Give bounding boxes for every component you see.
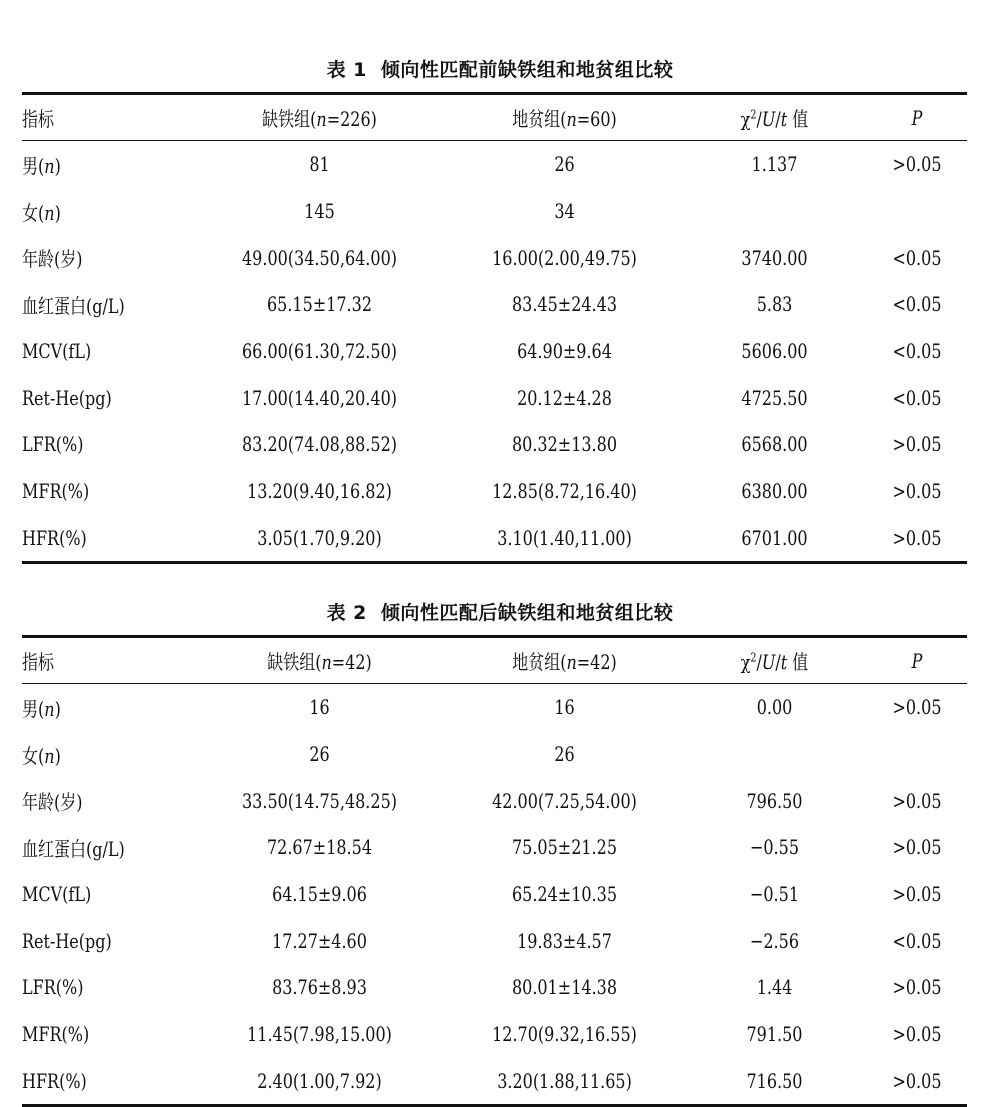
cell-indicator: 女(n): [22, 200, 61, 225]
cell-p-value: >0.05: [892, 525, 942, 550]
cell-p-value: >0.05: [892, 882, 942, 907]
cell-iron-deficiency: 65.15±17.32: [266, 292, 373, 317]
cell-p-value: <0.05: [892, 339, 942, 364]
cell-p-value: >0.05: [892, 1022, 942, 1047]
header-iron-deficiency-group: 缺铁组(n=226): [262, 107, 377, 131]
cell-statistic: 1.137: [751, 152, 798, 177]
table2-caption-number: 表 2: [326, 602, 367, 624]
cell-statistic: 6568.00: [741, 432, 808, 457]
cell-thalassemia: 42.00(7.25,54.00): [492, 788, 637, 813]
table2-header-row: [22, 637, 967, 684]
header-p-value: P: [911, 648, 923, 673]
cell-indicator: LFR(%): [22, 432, 84, 457]
header-indicator: 指标: [22, 107, 54, 131]
cell-iron-deficiency: 83.76±8.93: [272, 975, 367, 1000]
table-row: [22, 777, 967, 824]
table-row: [22, 188, 967, 235]
header-thalassemia-group: 地贫组(n=60): [512, 107, 617, 131]
cell-indicator: Ret-He(pg): [22, 928, 112, 953]
cell-statistic: 6380.00: [741, 479, 808, 504]
table1-header-row: [22, 94, 967, 141]
cell-statistic: 5.83: [756, 292, 793, 317]
cell-statistic: 5606.00: [741, 339, 808, 364]
cell-iron-deficiency: 145: [304, 199, 335, 224]
table2-caption-title: 倾向性匹配后缺铁组和地贫组比较: [380, 602, 674, 624]
header-iron-deficiency-group: 缺铁组(n=42): [267, 650, 372, 674]
cell-iron-deficiency: 83.20(74.08,88.52): [242, 432, 397, 457]
cell-statistic: −2.56: [749, 928, 800, 953]
cell-indicator: MFR(%): [22, 1022, 90, 1047]
table-row: [22, 328, 967, 375]
cell-p-value: [877, 188, 957, 235]
cell-iron-deficiency: 3.05(1.70,9.20): [257, 525, 382, 550]
cell-p-value: >0.05: [892, 1068, 942, 1093]
header-thalassemia-group: 地贫组(n=42): [512, 650, 617, 674]
cell-iron-deficiency: 17.00(14.40,20.40): [242, 385, 397, 410]
cell-statistic: 0.00: [756, 695, 793, 720]
cell-iron-deficiency: 33.50(14.75,48.25): [242, 788, 397, 813]
table-row: [22, 917, 967, 964]
header-p-value: P: [911, 105, 923, 130]
table-row: [22, 141, 967, 188]
table1-caption: [0, 55, 1000, 82]
cell-thalassemia: 16: [554, 695, 575, 720]
header-indicator: 指标: [22, 650, 54, 674]
table-row: [22, 731, 967, 778]
cell-indicator: MCV(fL): [22, 882, 92, 907]
cell-thalassemia: 34: [554, 199, 575, 224]
cell-thalassemia: 26: [554, 742, 575, 767]
cell-indicator: HFR(%): [22, 1068, 87, 1093]
cell-statistic: 791.50: [746, 1022, 803, 1047]
header-statistic: $\chi^2/U/t$ 值: [740, 107, 809, 131]
cell-statistic: 4725.50: [741, 385, 808, 410]
cell-indicator: LFR(%): [22, 975, 84, 1000]
cell-thalassemia: 16.00(2.00,49.75): [492, 245, 637, 270]
cell-indicator: 血红蛋白(g/L): [22, 836, 125, 861]
cell-p-value: >0.05: [892, 432, 942, 457]
table-row: [22, 1011, 967, 1058]
cell-thalassemia: 65.24±10.35: [511, 882, 618, 907]
cell-indicator: HFR(%): [22, 525, 87, 550]
cell-p-value: <0.05: [892, 928, 942, 953]
cell-thalassemia: 80.32±13.80: [511, 432, 618, 457]
table-row: [22, 1058, 967, 1106]
cell-indicator: 血红蛋白(g/L): [22, 293, 125, 318]
table-row: [22, 468, 967, 515]
cell-statistic: 6701.00: [741, 525, 808, 550]
table1-caption-title: 倾向性匹配前缺铁组和地贫组比较: [380, 59, 674, 81]
table2-caption: [0, 598, 1000, 625]
cell-thalassemia: 20.12±4.28: [517, 385, 612, 410]
cell-thalassemia: 83.45±24.43: [511, 292, 618, 317]
cell-statistic: 3740.00: [741, 245, 808, 270]
cell-iron-deficiency: 17.27±4.60: [272, 928, 367, 953]
cell-thalassemia: 19.83±4.57: [517, 928, 612, 953]
cell-thalassemia: 12.85(8.72,16.40): [492, 479, 637, 504]
header-statistic: $\chi^2/U/t$ 值: [740, 650, 809, 674]
cell-p-value: <0.05: [892, 245, 942, 270]
cell-p-value: >0.05: [892, 695, 942, 720]
cell-statistic: 796.50: [746, 788, 803, 813]
cell-p-value: >0.05: [892, 835, 942, 860]
cell-iron-deficiency: 2.40(1.00,7.92): [257, 1068, 382, 1093]
cell-thalassemia: 3.20(1.88,11.65): [497, 1068, 632, 1093]
cell-thalassemia: 3.10(1.40,11.00): [497, 525, 632, 550]
cell-indicator: 男(n): [22, 153, 61, 178]
table-row: [22, 421, 967, 468]
table-row: [22, 281, 967, 328]
cell-indicator: MFR(%): [22, 479, 90, 504]
cell-indicator: 年龄(岁): [22, 247, 83, 272]
table1: [22, 92, 967, 564]
cell-p-value: <0.05: [892, 385, 942, 410]
cell-p-value: [877, 731, 957, 778]
cell-indicator: MCV(fL): [22, 339, 92, 364]
table-row: [22, 964, 967, 1011]
cell-iron-deficiency: 11.45(7.98,15.00): [247, 1022, 392, 1047]
table-row: [22, 824, 967, 871]
table1-caption-number: 表 1: [326, 59, 367, 81]
cell-indicator: 年龄(岁): [22, 790, 83, 815]
cell-iron-deficiency: 49.00(34.50,64.00): [242, 245, 397, 270]
cell-statistic: −0.55: [749, 835, 800, 860]
cell-thalassemia: 64.90±9.64: [517, 339, 612, 364]
cell-iron-deficiency: 64.15±9.06: [272, 882, 367, 907]
cell-p-value: >0.05: [892, 479, 942, 504]
table2: [22, 635, 967, 1107]
cell-p-value: <0.05: [892, 292, 942, 317]
cell-iron-deficiency: 81: [309, 152, 330, 177]
cell-statistic: 1.44: [756, 975, 793, 1000]
cell-thalassemia: 80.01±14.38: [511, 975, 618, 1000]
table-row: [22, 234, 967, 281]
cell-statistic: [701, 731, 849, 778]
cell-indicator: 男(n): [22, 696, 61, 721]
cell-iron-deficiency: 72.67±18.54: [266, 835, 373, 860]
cell-statistic: −0.51: [749, 882, 800, 907]
cell-iron-deficiency: 26: [309, 742, 330, 767]
table-row: [22, 871, 967, 918]
cell-p-value: >0.05: [892, 788, 942, 813]
cell-p-value: >0.05: [892, 975, 942, 1000]
cell-p-value: >0.05: [892, 152, 942, 177]
table-row: [22, 684, 967, 731]
cell-iron-deficiency: 13.20(9.40,16.82): [247, 479, 392, 504]
cell-iron-deficiency: 66.00(61.30,72.50): [242, 339, 397, 364]
cell-thalassemia: 26: [554, 152, 575, 177]
cell-thalassemia: 75.05±21.25: [511, 835, 618, 860]
cell-iron-deficiency: 16: [309, 695, 330, 720]
table-row: [22, 515, 967, 563]
cell-thalassemia: 12.70(9.32,16.55): [492, 1022, 637, 1047]
cell-statistic: 716.50: [746, 1068, 803, 1093]
cell-indicator: 女(n): [22, 743, 61, 768]
cell-indicator: Ret-He(pg): [22, 385, 112, 410]
table-row: [22, 374, 967, 421]
cell-statistic: [701, 188, 849, 235]
